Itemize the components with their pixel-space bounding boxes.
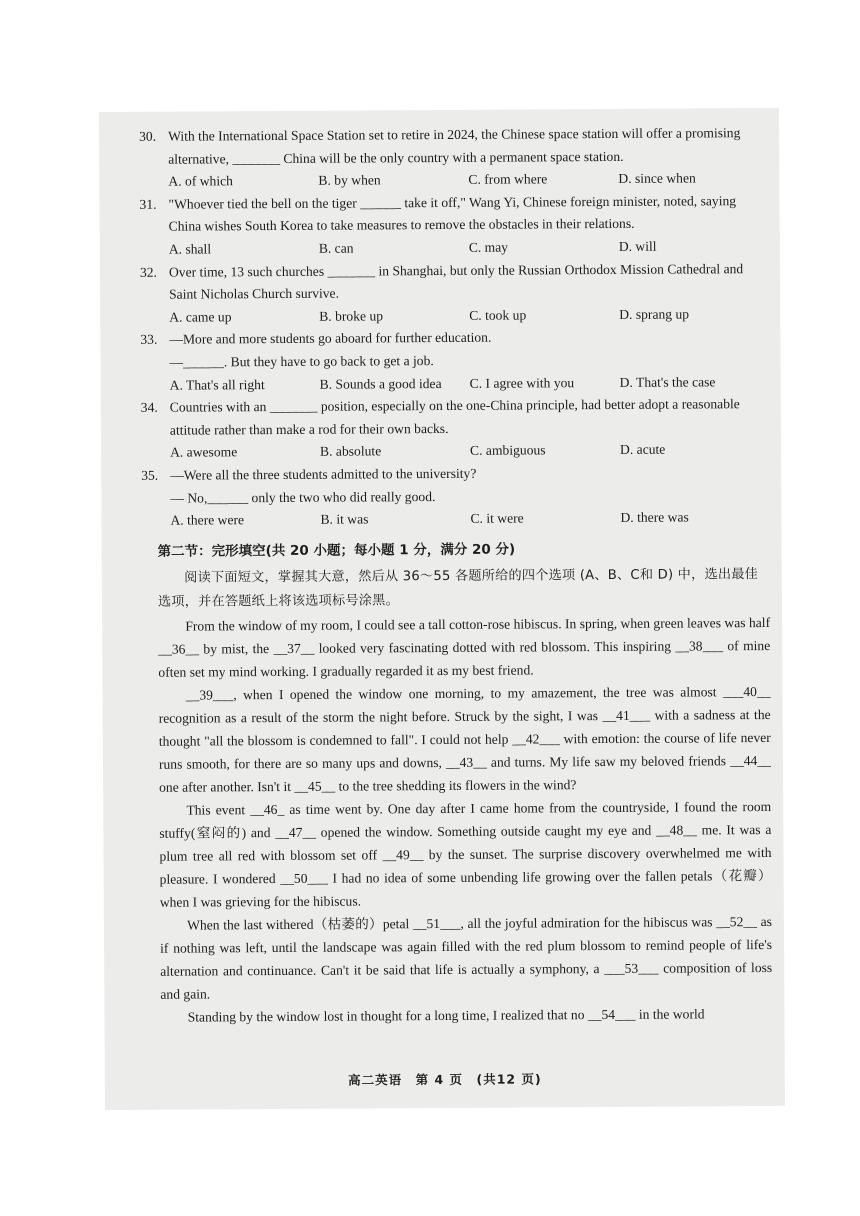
- question-number: 30.: [139, 128, 157, 144]
- question-34: [141, 393, 755, 442]
- option-d: D. since when: [618, 170, 696, 187]
- passage-paragraph-5: Standing by the window lost in thought for a long time, I realized that no __54___ in the world: [187, 1006, 705, 1025]
- option-b: B. absolute: [319, 443, 382, 460]
- options-35: [141, 506, 755, 532]
- question-31: [139, 190, 753, 239]
- question-number: 31.: [139, 196, 157, 212]
- section-instruction: 阅读下面短文，掌握其大意，然后从 36～55 各题所给的四个选项 (A、B、C和 D) 中，选出最佳选项，并在答题纸上将该选项标号涂黑。: [157, 567, 759, 611]
- dialogue-line-1: —Were all the three students admitted to the university?: [170, 465, 477, 483]
- passage-paragraph-4: When the last withered（枯萎的）petal __51___, all the joyful admiration for the hibiscus was __52__ as if nothing was left, until the landscape was again filled with the red plum blossom to remind people of life's alternation and continuance. Can't it be said that life is actually a symphony, a ___53___ composition of loss and gain.: [160, 914, 773, 1003]
- question-text: "Whoever tied the bell on the tiger ______ take it off," Wang Yi, Chinese foreign minister, noted, saying China wishes South Korea to take measures to remove the obstacles in their relations.: [168, 192, 737, 235]
- question-number: 35.: [141, 467, 159, 483]
- passage-paragraph-3: This event __46_ as time went by. One day after I came home from the countryside, I found the room stuffy(窒闷的) and __47__ opened the window. Something outside caught my eye and __48__ me. It was a plum tree all red with blossom set off __49__ by the sunset. The surprise discovery overwhelmed me with pleasure. I wondered __50___ I had no idea of some unbending life growing over the fallen petals（花瓣） when I was grieving for the hibiscus.: [159, 799, 772, 911]
- option-c: C. I agree with you: [469, 374, 575, 391]
- dialogue-line-1: —More and more students go aboard for further education.: [169, 330, 492, 348]
- question-text: With the International Space Station set to retire in 2024, the Chinese space station will offer a promising alternative, _______ China will be the only country with a permanent space station.: [168, 125, 741, 167]
- option-d: D. will: [618, 238, 657, 254]
- option-d: D. sprang up: [619, 306, 690, 322]
- option-d: D. there was: [620, 509, 689, 526]
- option-a: A. shall: [168, 241, 212, 257]
- question-33: [140, 325, 754, 374]
- passage-paragraph-1: From the window of my room, I could see a tall cotton-rose hibiscus. In spring, when green leaves was half __36__ by mist, the __37__ looked very fascinating dotted with red blossom. This inspiring __38___ of mine often set my mind working. I gradually regarded it as my best friend.: [158, 615, 771, 681]
- question-number: 32.: [139, 264, 157, 280]
- option-b: B. broke up: [319, 308, 384, 324]
- option-b: B. can: [318, 240, 354, 256]
- option-c: C. may: [468, 239, 509, 255]
- option-d: D. That's the case: [619, 373, 716, 390]
- question-number: 34.: [140, 399, 158, 415]
- dialogue-line-2: —______. But they have to go back to get a job.: [169, 352, 434, 370]
- question-text: Over time, 13 such churches _______ in Shanghai, but only the Russian Orthodox Mission Cathedral and Saint Nicholas Church survive.: [168, 260, 744, 302]
- option-a: A. awesome: [169, 444, 238, 460]
- option-b: B. it was: [320, 511, 369, 527]
- option-c: C. from where: [468, 171, 548, 188]
- option-a: A. there were: [170, 512, 245, 528]
- question-number: 33.: [140, 332, 158, 348]
- question-30: [139, 122, 753, 171]
- exam-page: [99, 108, 785, 1110]
- page-footer: 高二英语 第 4 页 (共12 页): [348, 1071, 542, 1088]
- option-b: B. Sounds a good idea: [319, 375, 442, 392]
- passage-paragraph-2: __39___, when I opened the window one morning, to my amazement, the tree was almost ___40__ recognition as a result of the storm the night before. Struck by the sight, I was __41___ with a sadness at the thought "all the blossom is condemned to fall". I could not help __42___ with emotion: the course of life never runs smooth, for there are so many ups and downs, __43__ and turns. My life saw my beloved friends __44__ one after another. Isn't it __45__ to the tree shedding its flowers in the wind?: [158, 684, 771, 796]
- option-a: A. came up: [169, 309, 232, 325]
- question-35: [141, 461, 755, 510]
- section-title: 第二节：完形填空(共 20 小题；每小题 1 分，满分 20 分): [157, 541, 516, 560]
- option-d: D. acute: [619, 441, 666, 458]
- option-a: A. That's all right: [169, 376, 265, 393]
- option-c: C. took up: [469, 307, 527, 323]
- option-c: C. ambiguous: [469, 442, 546, 459]
- option-b: B. by when: [318, 172, 381, 188]
- option-a: A. of which: [168, 173, 233, 189]
- question-text: Countries with an _______ position, especially on the one-China principle, had better adopt a reasonable attitude rather than make a rod for their own backs.: [169, 396, 740, 438]
- option-c: C. it were: [470, 510, 524, 526]
- question-32: [140, 258, 754, 307]
- dialogue-line-2: — No,______ only the two who did really good.: [170, 488, 436, 506]
